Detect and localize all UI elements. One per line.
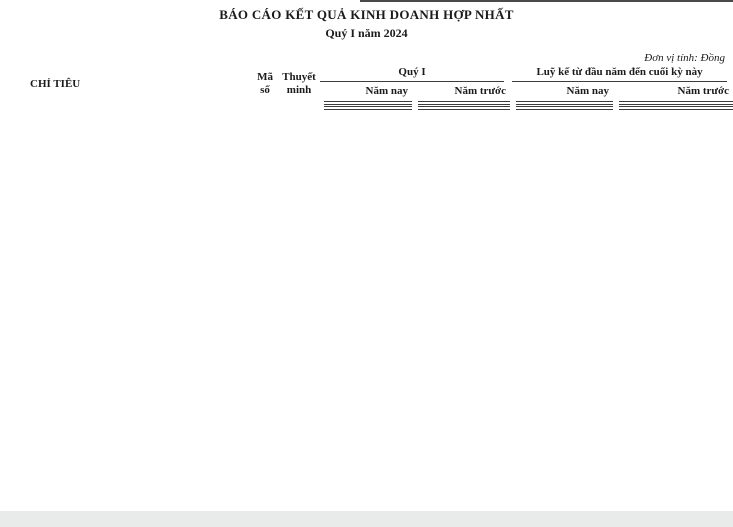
col-header-ma-so — [250, 66, 280, 101]
double-rule — [619, 101, 733, 105]
col-header-lk-nam-nay: Năm nay — [566, 85, 610, 97]
col-group-quy-1 — [318, 66, 510, 82]
col-header-q1-nam-nay: Năm nay — [365, 85, 409, 97]
col-header-thuyet-minh — [280, 66, 318, 101]
unit-note: Đơn vị tính: Đồng — [644, 52, 725, 64]
col-header-tm-line1: Thuyết — [282, 70, 316, 83]
col-header-ma-line2: số — [260, 83, 270, 96]
double-rule — [418, 106, 510, 110]
scan-artifact-line — [360, 0, 733, 2]
report-title: BÁO CÁO KẾT QUẢ KINH DOANH HỢP NHẤT — [219, 7, 514, 22]
scan-bottom-strip — [0, 511, 733, 527]
double-rule — [516, 101, 613, 105]
col-header-lk-nam-truoc: Năm trước — [677, 85, 730, 97]
col-header-ma-line1: Mã — [257, 70, 273, 83]
double-rule — [619, 106, 733, 110]
double-rule — [324, 106, 412, 110]
col-header-chi-tieu: CHỈ TIÊU — [30, 77, 81, 90]
income-statement-table — [0, 66, 733, 111]
col-group-luy-ke-label: Luỹ kế từ đầu năm đến cuối kỳ này — [512, 66, 727, 82]
col-header-tm-line2: minh — [286, 83, 312, 96]
double-rule — [516, 106, 613, 110]
col-group-quy-1-label: Quý I — [320, 66, 504, 82]
double-rule — [324, 101, 412, 105]
col-header-q1-nam-truoc: Năm trước — [454, 85, 507, 97]
double-rule — [418, 101, 510, 105]
report-subtitle: Quý I năm 2024 — [325, 26, 408, 40]
col-group-luy-ke — [510, 66, 733, 82]
